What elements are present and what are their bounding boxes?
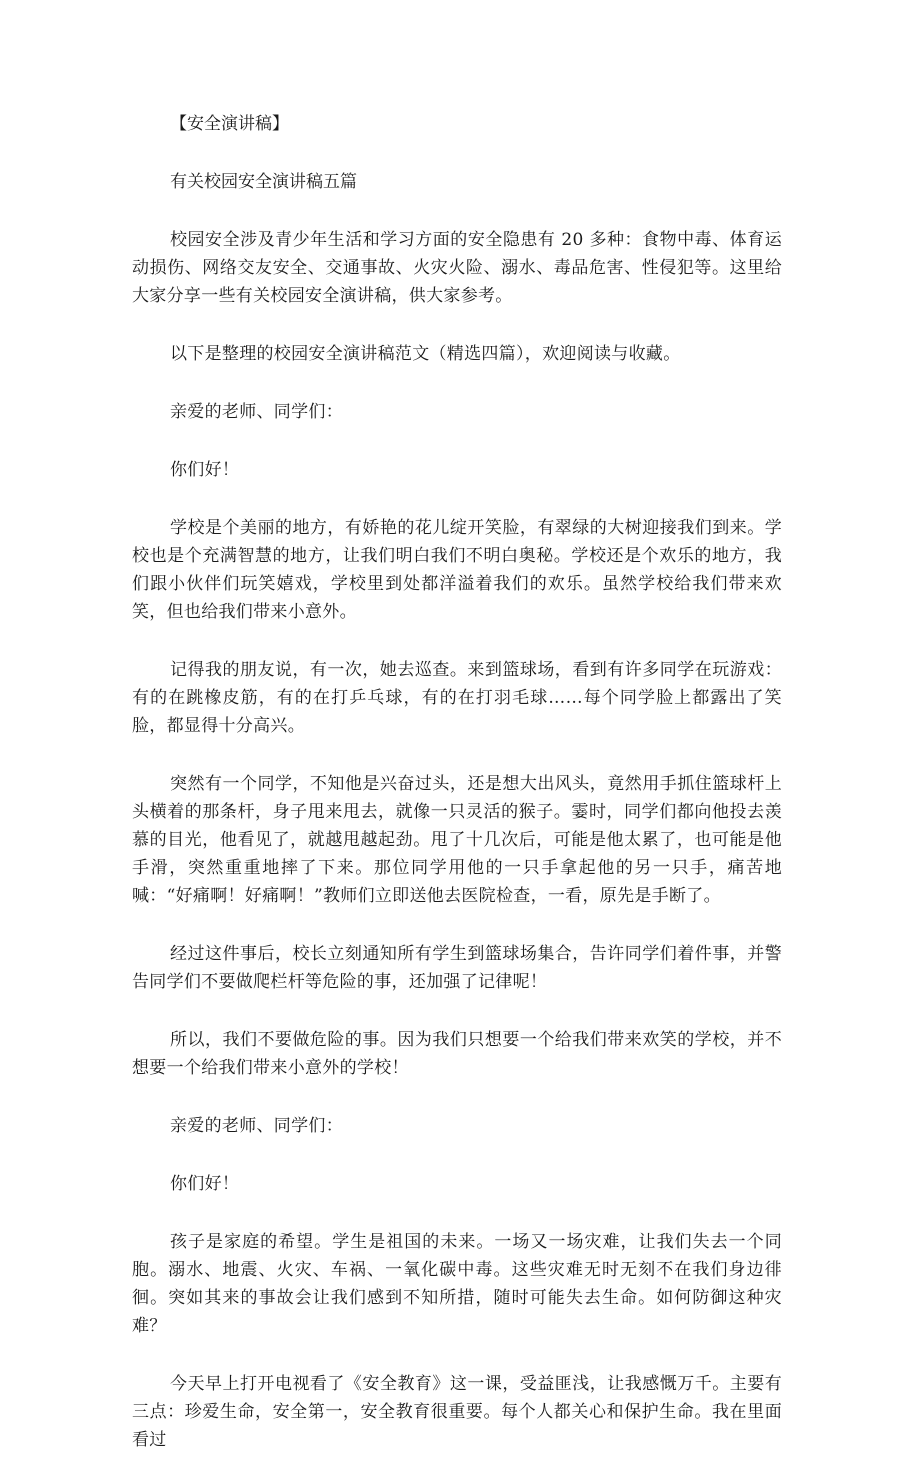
document-title: 有关校园安全演讲稿五篇 (170, 172, 357, 192)
paragraph: 所以，我们不要做危险的事。因为我们只想要一个给我们带来欢笑的学校，并不想要一个给我们带来小意外的学校！ (132, 1030, 782, 1078)
paragraph: 今天早上打开电视看了《安全教育》这一课，受益匪浅，让我感慨万千。主要有三点：珍爱生命，安全第一，安全教育很重要。每个人都关心和保护生命。我在里面看过 (132, 1374, 782, 1450)
paragraph: 以下是整理的校园安全演讲稿范文（精选四篇），欢迎阅读与收藏。 (170, 344, 681, 364)
salutation: 亲爱的老师、同学们： (170, 402, 343, 422)
paragraph: 孩子是家庭的希望。学生是祖国的未来。一场又一场灾难，让我们失去一个同胞。溺水、地震、火灾、车祸、一氧化碳中毒。这些灾难无时无刻不在我们身边徘徊。突如其来的事故会让我们感到不知所措，随时可能失去生命。如何防御这种灾难？ (132, 1232, 782, 1336)
paragraph: 记得我的朋友说，有一次，她去巡查。来到篮球场，看到有许多同学在玩游戏：有的在跳橡皮筋，有的在打乒乓球，有的在打羽毛球……每个同学脸上都露出了笑脸，都显得十分高兴。 (132, 660, 782, 736)
paragraph: 经过这件事后，校长立刻通知所有学生到篮球场集合，告许同学们着件事，并警告同学们不要做爬栏杆等危险的事，还加强了记律呢！ (132, 944, 782, 992)
greeting: 你们好！ (170, 460, 240, 480)
header-tag: 【安全演讲稿】 (170, 114, 289, 134)
paragraph: 校园安全涉及青少年生活和学习方面的安全隐患有 20 多种：食物中毒、体育运动损伤、网络交友安全、交通事故、火灾火险、溺水、毒品危害、性侵犯等。这里给大家分享一些有关校园安全演讲稿，供大家参考。 (132, 230, 782, 306)
greeting: 你们好！ (170, 1174, 240, 1194)
document-body (132, 110, 782, 1484)
paragraph: 学校是个美丽的地方，有娇艳的花儿绽开笑脸，有翠绿的大树迎接我们到来。学校也是个充满智慧的地方，让我们明白我们不明白奥秘。学校还是个欢乐的地方，我们跟小伙伴们玩笑嬉戏，学校里到处都洋溢着我们的欢乐。虽然学校给我们带来欢笑，但也给我们带来小意外。 (132, 518, 782, 622)
salutation: 亲爱的老师、同学们： (170, 1116, 343, 1136)
paragraph: 突然有一个同学，不知他是兴奋过头，还是想大出风头，竟然用手抓住篮球杆上头横着的那条杆，身子甩来甩去，就像一只灵活的猴子。霎时，同学们都向他投去羡慕的目光，他看见了，就越甩越起劲。甩了十几次后，可能是他太累了，也可能是他手滑，突然重重地摔了下来。那位同学用他的一只手拿起他的另一只手，痛苦地喊：“好痛啊！好痛啊！”教师们立即送他去医院检查，一看，原先是手断了。 (132, 774, 782, 906)
